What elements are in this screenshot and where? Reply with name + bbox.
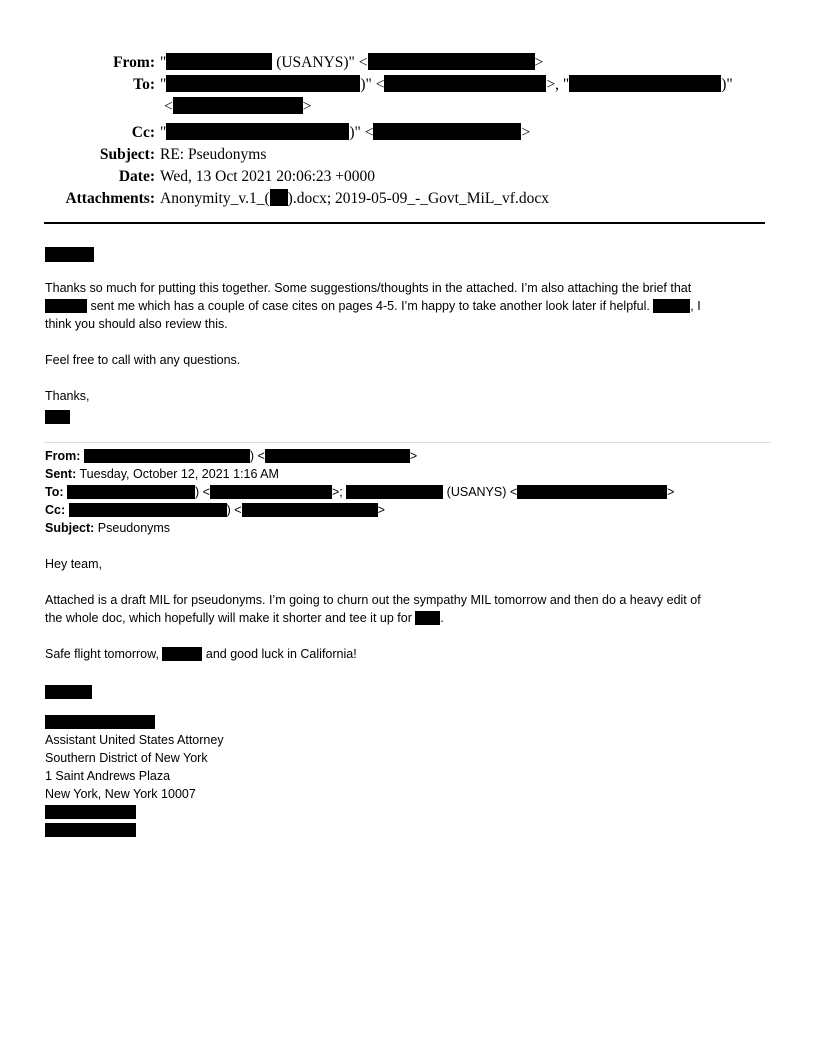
header-to-row xyxy=(0,74,816,96)
signature-block xyxy=(45,713,770,839)
header-attachments-row xyxy=(0,188,816,210)
salutation-redaction xyxy=(45,246,770,264)
prev-subject-row: Subject: Pseudonyms xyxy=(45,521,171,535)
to-value-continued: < > xyxy=(164,98,312,115)
prev-signoff-redaction xyxy=(45,683,770,701)
message-paragraph: Feel free to call with any questions. xyxy=(45,353,241,367)
prev-to-row: To: ) < >; (USANYS) < > xyxy=(45,485,675,499)
attachments-value[interactable]: Anonymity_v.1_( ).docx; 2019-05-09_-_Govt_MiL_vf.docx xyxy=(160,190,549,207)
to-value: " )" < >, " )" xyxy=(160,76,733,93)
redaction xyxy=(265,449,410,463)
header-date-row xyxy=(0,166,816,188)
prev-paragraph: Attached is a draft MIL for pseudonyms. I’m going to churn out the sympathy MIL tomorrow and then do a heavy edit of the whole doc, which hopefully will make it shorter and tee it up for . xyxy=(45,593,701,625)
signature-redaction xyxy=(45,408,770,426)
redaction xyxy=(166,123,349,140)
from-value: " (USANYS)" < > xyxy=(160,54,544,71)
redaction xyxy=(84,449,250,463)
redaction xyxy=(346,485,443,499)
redaction xyxy=(45,805,136,819)
message-closing: Thanks, xyxy=(45,389,90,403)
from-label: From: xyxy=(113,54,155,71)
redaction xyxy=(242,503,378,517)
cc-label: Cc: xyxy=(131,124,155,141)
prev-sent-row: Sent: Tuesday, October 12, 2021 1:16 AM xyxy=(45,467,279,481)
redaction xyxy=(45,410,70,424)
redaction xyxy=(45,299,87,313)
email-header xyxy=(0,52,816,210)
redaction xyxy=(166,75,360,92)
sig-title: Assistant United States Attorney xyxy=(45,733,224,747)
date-value: Wed, 13 Oct 2021 20:06:23 +0000 xyxy=(160,168,376,185)
redaction xyxy=(210,485,332,499)
date-label: Date: xyxy=(118,168,155,185)
cc-value: " )" < > xyxy=(160,124,531,141)
redaction xyxy=(162,647,202,661)
header-divider xyxy=(44,222,765,224)
message-body xyxy=(45,279,770,333)
sig-street: 1 Saint Andrews Plaza xyxy=(45,769,171,783)
previous-message xyxy=(45,447,770,839)
header-from-row xyxy=(0,52,816,74)
redaction xyxy=(67,485,195,499)
header-cc-row xyxy=(0,122,816,144)
subject-label: Subject: xyxy=(99,146,155,163)
redaction xyxy=(45,823,136,837)
forward-divider xyxy=(44,442,771,443)
prev-paragraph: Safe flight tomorrow, and good luck in California! xyxy=(45,647,357,661)
redaction xyxy=(653,299,690,313)
redaction xyxy=(415,611,440,625)
redaction xyxy=(384,75,546,92)
redaction xyxy=(166,53,272,70)
redaction xyxy=(173,97,303,114)
redaction xyxy=(270,189,288,206)
message-line: think you should also review this. xyxy=(45,317,228,331)
header-subject-row xyxy=(0,144,816,166)
message-line: sent me which has a couple of case cites on pages 4-5. I’m happy to take another look later if helpful. , I xyxy=(45,297,770,315)
prev-greeting: Hey team, xyxy=(45,557,102,571)
redaction xyxy=(69,503,227,517)
subject-value: RE: Pseudonyms xyxy=(160,146,267,163)
redaction xyxy=(373,123,521,140)
redaction xyxy=(45,715,155,729)
prev-from-row: From: ) < > xyxy=(45,449,418,463)
redaction xyxy=(368,53,535,70)
message-line: Thanks so much for putting this together. Some suggestions/thoughts in the attached. I’m also attaching the brief that xyxy=(45,281,692,295)
sig-office: Southern District of New York xyxy=(45,751,208,765)
to-label: To: xyxy=(133,76,155,93)
redaction xyxy=(517,485,667,499)
attachments-label: Attachments: xyxy=(65,190,155,207)
redaction xyxy=(569,75,721,92)
prev-cc-row: Cc: ) < > xyxy=(45,503,385,517)
redaction xyxy=(45,685,92,699)
sig-city: New York, New York 10007 xyxy=(45,787,196,801)
redaction xyxy=(45,247,94,262)
